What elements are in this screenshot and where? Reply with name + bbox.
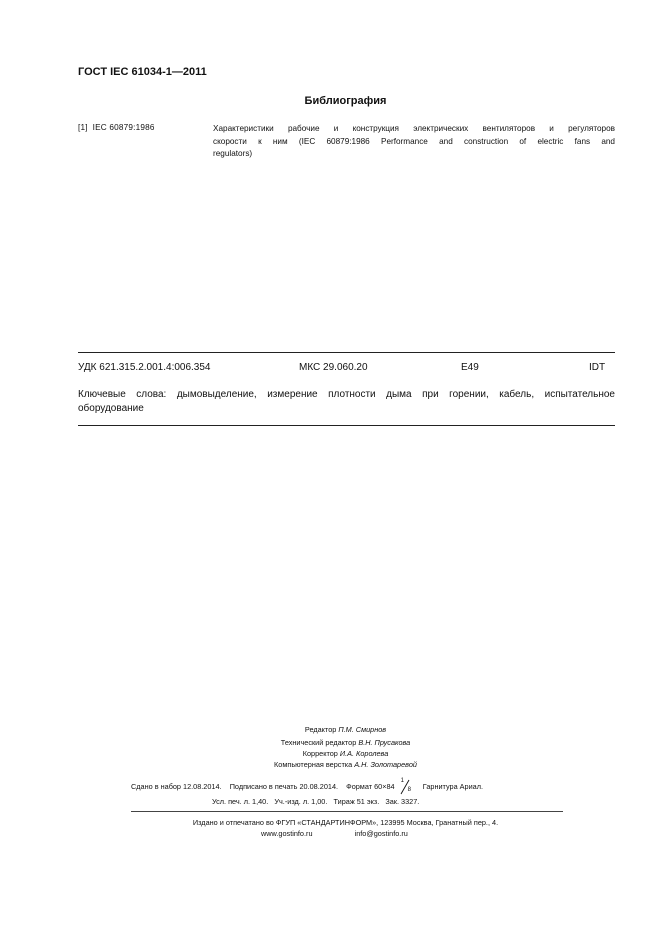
submitted-date: Сдано в набор 12.08.2014.	[131, 782, 222, 791]
format-denominator: 8	[407, 787, 411, 794]
entry-line: Характеристики рабочие и конструкция электрических вентиляторов и регуляторов	[213, 124, 615, 133]
okp-code: E49	[461, 362, 479, 373]
keywords	[78, 388, 615, 415]
editor-line	[0, 725, 661, 734]
divider-bottom	[78, 425, 615, 426]
layout-line	[0, 760, 661, 769]
udk-code: УДК 621.315.2.001.4:006.354	[78, 362, 211, 373]
format-84: 84	[386, 782, 395, 791]
keywords-line: оборудование	[78, 402, 144, 414]
signed-date: Подписано в печать 20.08.2014.	[229, 782, 339, 791]
bibliography-entry-text	[213, 123, 615, 161]
layout-name: А.Н. Золотаревой	[354, 760, 417, 769]
entry-index: [1]	[78, 123, 88, 132]
format-label: Формат 60	[346, 782, 383, 791]
entry-code: IEC 60879:1986	[92, 123, 155, 132]
editor-label: Редактор	[304, 725, 337, 734]
contacts-line	[261, 829, 408, 838]
publisher-line: Издано и отпечатано во ФГУП «СТАНДАРТИНФОРМ», 123995 Москва, Гранатный пер., 4.	[192, 818, 499, 827]
editor-name: П.М. Смирнов	[338, 725, 387, 734]
corrector-label: Корректор	[302, 749, 338, 758]
corrector-line	[0, 749, 661, 758]
degree-code: IDT	[589, 362, 606, 373]
typeface: Гарнитура Ариал.	[422, 782, 484, 791]
format-times: ×	[382, 782, 387, 791]
layout-label: Компьютерная верстка	[274, 760, 353, 769]
format-fraction	[397, 778, 413, 794]
entry-line: скорости к ним (IEC 60879:1986 Performance and construction of electric fans and	[213, 136, 615, 146]
pub-sheets: Уч.-изд. л. 1,00.	[274, 797, 328, 806]
order-number: Зак. 3327.	[385, 797, 420, 806]
format-numerator: 1	[400, 778, 404, 785]
sheets-line	[212, 797, 419, 806]
keywords-line: Ключевые слова: дымовыделение, измерение плотности дыма при горении, кабель, испытательное	[78, 389, 615, 400]
corrector-name: И.А. Королева	[339, 749, 389, 758]
tech-editor-line	[0, 738, 661, 747]
tech-editor-name: В.Н. Прусакова	[358, 738, 411, 747]
print-run: Тираж 51 экз.	[333, 797, 380, 806]
email-link[interactable]: info@gostinfo.ru	[354, 829, 408, 838]
divider-top	[78, 352, 615, 353]
bibliography-entry-number	[78, 123, 155, 132]
entry-line: regulators)	[213, 149, 253, 158]
print-details-line	[131, 778, 484, 794]
website-link[interactable]: www.gostinfo.ru	[261, 829, 313, 838]
tech-editor-label: Технический редактор	[280, 738, 357, 747]
imprint-divider	[131, 811, 563, 812]
print-sheets: Усл. печ. л. 1,40.	[212, 797, 269, 806]
bibliography-title: Библиография	[304, 95, 387, 107]
mks-code: МКС 29.060.20	[299, 362, 368, 373]
standard-code-header: ГОСТ IEC 61034-1—2011	[78, 66, 207, 78]
